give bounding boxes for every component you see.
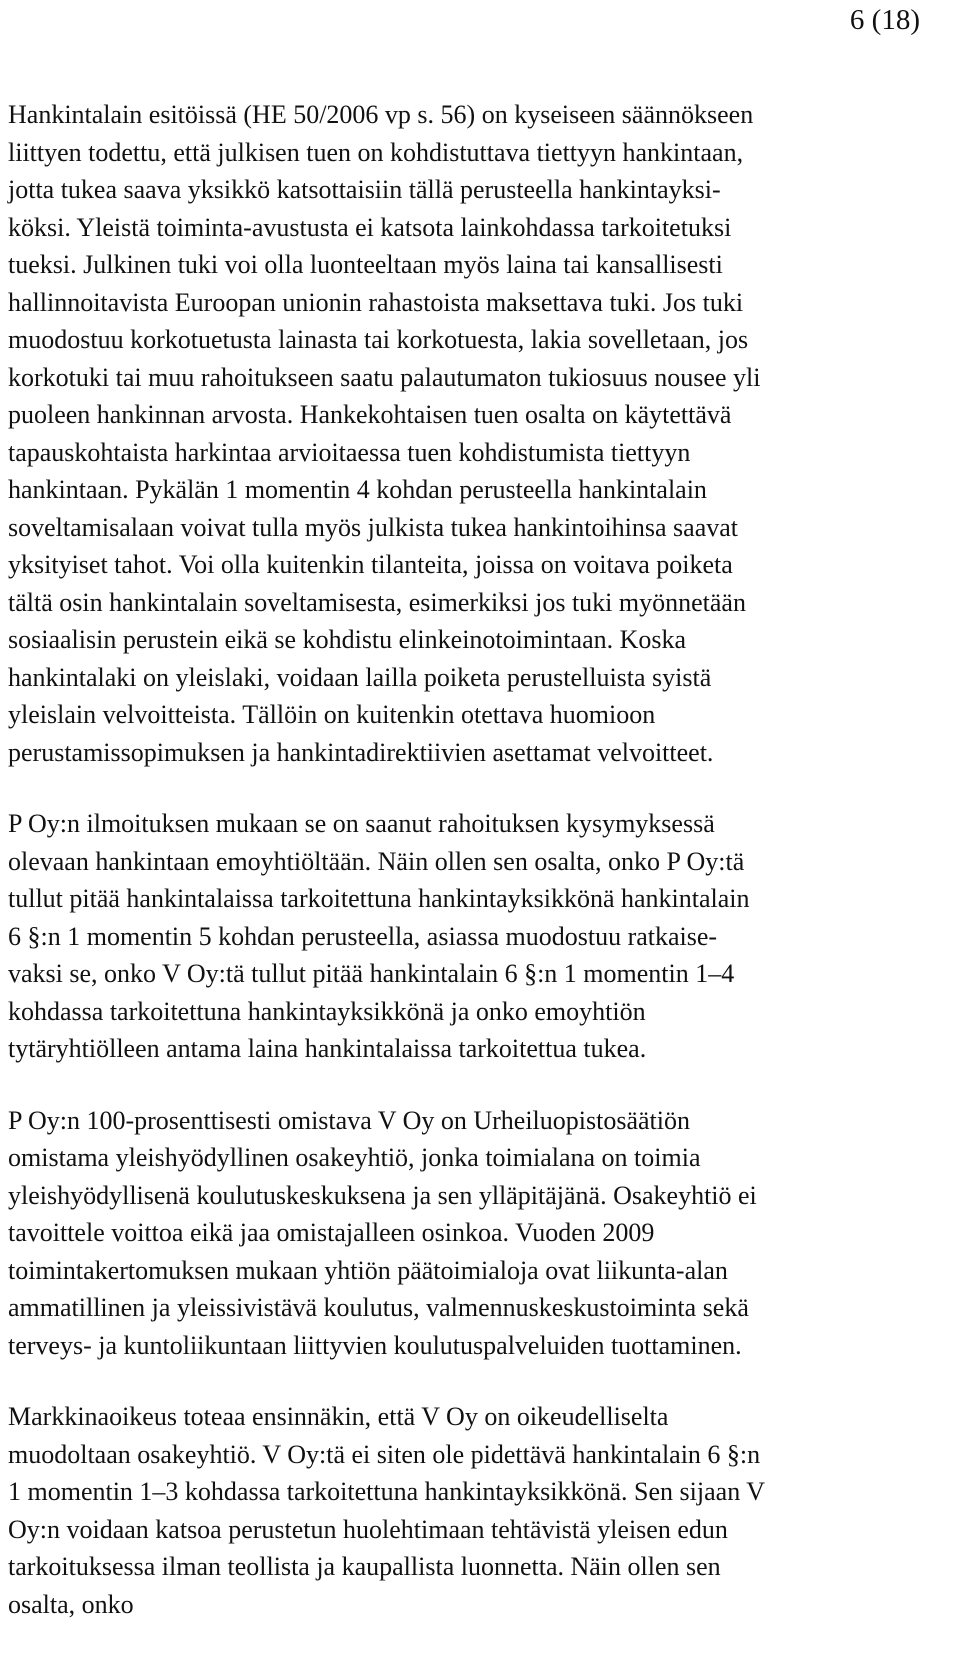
text-line: 1 momentin 1–3 kohdassa tarkoitettuna hankintayksikkönä. Sen sijaan V [8, 1477, 766, 1506]
text-line: tarkoituksessa ilman teollista ja kaupallista luonnetta. Näin ollen sen [8, 1552, 721, 1581]
text-line: sosiaalisin perustein eikä se kohdistu elinkeinotoimintaan. Koska [8, 625, 687, 654]
text-line: tältä osin hankintalain soveltamisesta, esimerkiksi jos tuki myönnetään [8, 587, 746, 617]
text-line: terveys- ja kuntoliikuntaan liittyvien koulutuspalveluiden tuottaminen. [8, 1330, 742, 1360]
text-line: tavoittele voittoa eikä jaa omistajalleen osinkoa. Vuoden 2009 [8, 1218, 655, 1247]
text-line: puoleen hankinnan arvosta. Hankekohtaisen tuen osalta on käytettävä [8, 400, 732, 429]
text-line: kohdassa tarkoitettuna hankintayksikkönä ja onko emoyhtiön [8, 996, 646, 1026]
text-line: hankintaan. Pykälän 1 momentin 4 kohdan perusteella hankintalain [8, 475, 707, 504]
text-line: tytäryhtiölleen antama laina hankintalaissa tarkoitettua tukea. [8, 1034, 647, 1063]
text-line: yleislain velvoitteista. Tällöin on kuitenkin otettava huomioon [8, 700, 656, 729]
text-line: jotta tukea saava yksikkö katsottaisiin tällä perusteella hankintayksi- [8, 175, 721, 204]
text-line: yleishyödyllisenä koulutuskeskuksena ja sen ylläpitäjänä. Osakeyhtiö ei [8, 1180, 757, 1210]
text-line: muodostuu korkotuetusta lainasta tai korkotuesta, lakia sovelletaan, jos [8, 325, 749, 354]
document-body [8, 96, 928, 1657]
text-line: vaksi se, onko V Oy:tä tullut pitää hankintalain 6 §:n 1 momentin 1–4 [8, 959, 735, 988]
text-line: korkotuki tai muu rahoitukseen saatu palautumaton tukiosuus nousee yli [8, 362, 761, 392]
paragraph [8, 1398, 928, 1623]
text-line: hallinnoitavista Euroopan unionin rahastoista maksettava tuki. Jos tuki [8, 287, 744, 317]
paragraph [8, 96, 928, 771]
text-line: Hankintalain esitöissä (HE 50/2006 vp s. 56) on kyseiseen säännökseen [8, 100, 754, 129]
text-line: toimintakertomuksen mukaan yhtiön päätoimialoja ovat liikunta-alan [8, 1255, 728, 1285]
text-line: liittyen todettu, että julkisen tuen on kohdistuttava tiettyyn hankintaan, [8, 137, 744, 167]
text-line: omistama yleishyödyllinen osakeyhtiö, jonka toimialana on toimia [8, 1143, 701, 1172]
paragraph [8, 1102, 928, 1365]
text-line: perustamissopimuksen ja hankintadirektiivien asettamat velvoitteet. [8, 737, 714, 767]
text-line: soveltamisalaan voivat tulla myös julkista tukea hankintoihinsa saavat [8, 512, 739, 542]
text-line: olevaan hankintaan emoyhtiöltään. Näin ollen sen osalta, onko P Oy:tä [8, 846, 745, 876]
text-line: Markkinaoikeus toteaa ensinnäkin, että V Oy on oikeudelliselta [8, 1402, 669, 1431]
text-line: hankintalaki on yleislaki, voidaan lailla poiketa perustelluista syistä [8, 662, 712, 692]
text-line: osalta, onko [8, 1589, 134, 1619]
text-line: tullut pitää hankintalaissa tarkoitettuna hankintayksikkönä hankintalain [8, 884, 750, 913]
paragraph [8, 805, 928, 1068]
text-line: muodoltaan osakeyhtiö. V Oy:tä ei siten ole pidettävä hankintalain 6 §:n [8, 1439, 761, 1469]
text-line: ammatillinen ja yleissivistävä koulutus, valmennuskeskustoiminta sekä [8, 1293, 749, 1322]
text-line: yksityiset tahot. Voi olla kuitenkin tilanteita, joissa on voitava poiketa [8, 550, 733, 579]
text-line: P Oy:n ilmoituksen mukaan se on saanut rahoituksen kysymyksessä [8, 809, 715, 838]
text-line: P Oy:n 100-prosenttisesti omistava V Oy on Urheiluopistosäätiön [8, 1105, 690, 1135]
text-line: tapauskohtaista harkintaa arvioitaessa tuen kohdistumista tiettyyn [8, 437, 691, 467]
text-line: 6 §:n 1 momentin 5 kohdan perusteella, asiassa muodostuu ratkaise- [8, 921, 718, 951]
text-line: köksi. Yleistä toiminta-avustusta ei katsota lainkohdassa tarkoitetuksi [8, 212, 732, 242]
text-line: Oy:n voidaan katsoa perustetun huolehtimaan tehtävistä yleisen edun [8, 1514, 728, 1544]
page-number: 6 (18) [849, 4, 920, 36]
text-line: tueksi. Julkinen tuki voi olla luonteeltaan myös laina tai kansallisesti [8, 250, 723, 279]
